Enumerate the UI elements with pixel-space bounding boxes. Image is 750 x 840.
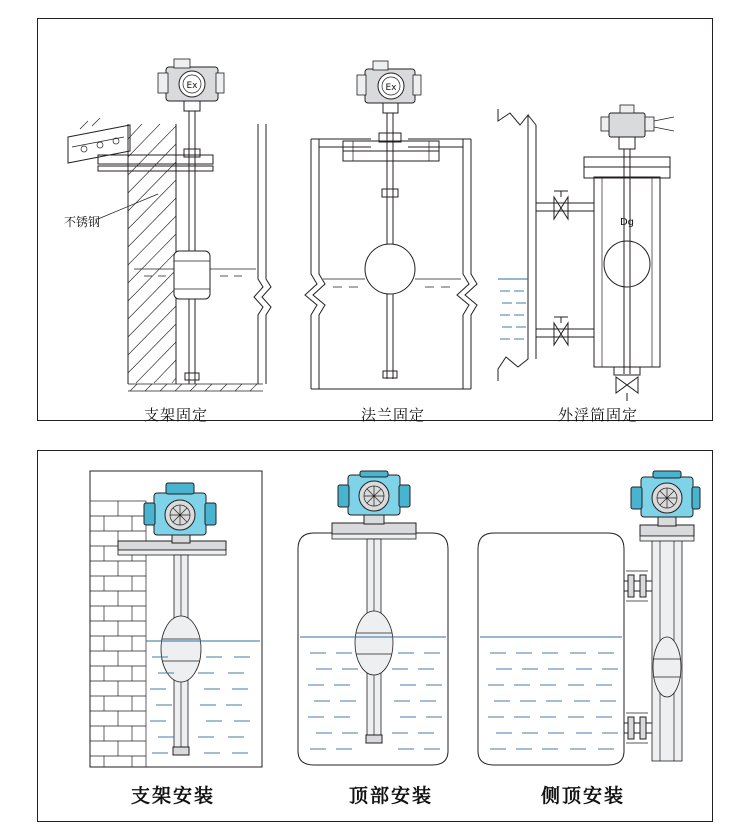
ex-label-1: Ex [186, 81, 198, 91]
transmitter-head [601, 105, 674, 149]
fig-flange-fixed [293, 29, 488, 394]
tank-body [478, 533, 624, 765]
tank-wall-right [254, 124, 271, 384]
transmitter-head [338, 471, 410, 515]
ex-label-2: Ex [385, 83, 397, 93]
dg-label: Dg [619, 217, 635, 228]
lower-connection [536, 317, 594, 345]
chamber-flange [640, 517, 694, 541]
fig-side-top-install-drawing [470, 471, 700, 771]
fig-flange-fixed-drawing [293, 29, 488, 394]
fig-top-install [280, 471, 480, 771]
float-body [174, 251, 210, 299]
lower-side-connection [624, 713, 652, 743]
fig-bracket-install [62, 471, 272, 771]
flange [332, 515, 416, 539]
transmitter-head [357, 61, 421, 113]
fig-external-chamber-fixed [488, 29, 703, 394]
bracket-plate [68, 118, 130, 163]
wall-hatch-lines [128, 124, 176, 383]
stem-end-stop [173, 747, 189, 755]
liquid-level [480, 637, 622, 749]
stem-end-stop [366, 735, 382, 743]
fig-bracket-fixed-drawing [58, 29, 273, 394]
transmitter-head [144, 483, 216, 543]
float-ball [365, 244, 415, 294]
stem-end-stop [185, 373, 199, 380]
fig-side-top-install [470, 471, 700, 771]
drain-valve [614, 367, 640, 401]
fig-top-install-drawing [280, 471, 480, 771]
upper-connection [536, 191, 594, 219]
chamber-float [653, 637, 681, 697]
upper-side-connection [624, 571, 652, 601]
float-body [355, 611, 393, 675]
caption-side-top-install: 侧顶安装 [540, 785, 625, 807]
caption-bracket-install: 支架安装 [130, 785, 215, 807]
transmitter-head [158, 59, 224, 111]
caption-flange-fixed: 法兰固定 [360, 406, 425, 424]
line-drawing-panel [37, 18, 713, 424]
stainless-steel-label: 不锈钢 [64, 215, 101, 229]
fig-bracket-fixed [58, 29, 273, 394]
tank-wall-left [498, 109, 536, 381]
floor-hatch [130, 384, 257, 391]
caption-external-chamber-fixed: 外浮筒固定 [557, 406, 638, 424]
probe-stem [184, 111, 200, 384]
fig-bracket-install-drawing [62, 471, 272, 771]
tank-liquid [498, 279, 528, 339]
stem-end-stop [383, 371, 397, 378]
chamber-float [604, 241, 650, 287]
fig-external-chamber-drawing [488, 29, 703, 394]
float-body [161, 616, 201, 682]
caption-bracket-fixed: 支架固定 [143, 406, 208, 424]
shaded-drawing-panel [37, 450, 713, 822]
transmitter-head [631, 471, 700, 517]
caption-top-install: 顶部安装 [348, 785, 433, 807]
